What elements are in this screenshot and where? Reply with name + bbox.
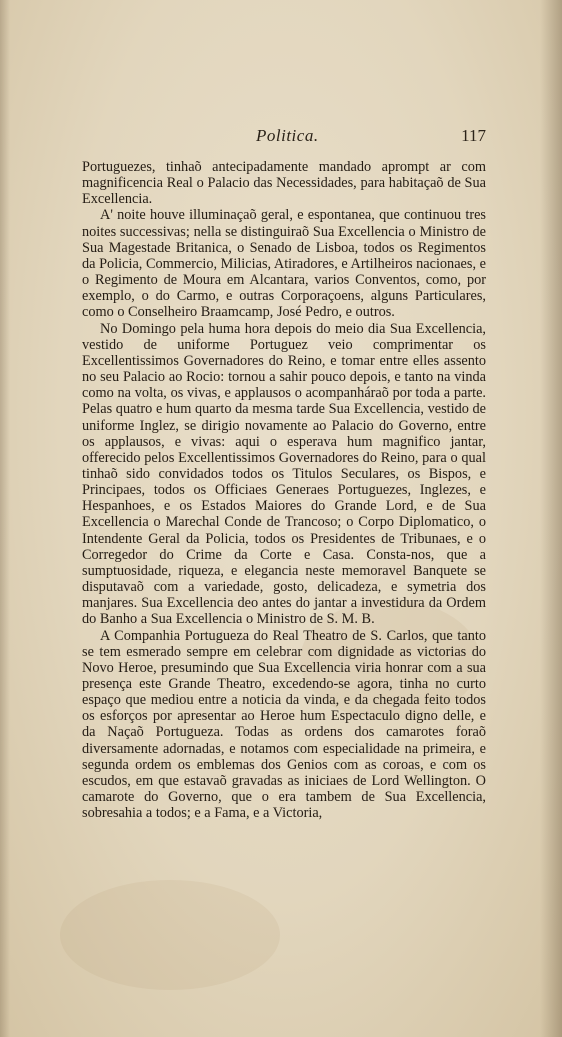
paragraph: Portuguezes, tinhaõ antecipadamente mandado aprompt ar com magnificencia Real o Palacio das Necessidades, para habitaçaõ de Sua Excellencia. (82, 159, 486, 208)
page-number: 117 (461, 126, 486, 145)
paper-stain (60, 880, 280, 990)
paragraph: No Domingo pela huma hora depois do meio dia Sua Excellencia, vestido de uniforme Portuguez veio comprimentar os Excellentissimos Governadores do Reino, e tomar entre elles assento no seu Palacio ao Rocio: tornou a sahir pouco depois, e tanto na vinda como na volta, os vivas, e applausos o acompanháraõ por toda a parte. Pelas quatro e hum quarto da mesma tarde Sua Excellencia, vestido de uniforme Inglez, se dirigio novamente ao Palacio do Governo, entre os applausos, e vivas: aqui o esperava hum magnifico jantar, offerecido pelos Excellentissimos Governadores do Reino, para o qual tinhaõ sido convidados todos os Titulos Seculares, os Bispos, e Principaes, todos os Officiaes Generaes Portuguezes, Inglezes, e Hespanhoes, e os Estados Maiores do Grande Lord, e de Sua Excellencia o Marechal Conde de Trancoso; o Corpo Diplomatico, o Intendente Geral da Policia, todos os Presidentes de Tribunaes, e o Corregedor do Crime da Corte e Casa. Consta-nos, que a sumptuosidade, riqueza, e elegancia neste memoravel Banquete se disputavaõ com a variedade, gosto, delicadeza, e symetria dos manjares. Sua Excellencia deo antes do jantar a investidura da Ordem do Banho a Sua Excellencia o Ministro de S. M. B. (82, 320, 486, 628)
paragraph: A Companhia Portugueza do Real Theatro de S. Carlos, que tanto se tem esmerado sempre em celebrar com dignidade as victorias do Novo Heroe, presumindo que Sua Excellencia viria honrar com a sua presença este Grande Theatro, excedendo-se agora, tinha no curto espaço que mediou entre a noticia da vinda, e da chegada feito todos os esforços por apresentar ao Heroe hum Espectaculo digno delle, e da Naçaõ Portugueza. Todas as ordens dos camarotes foraõ diversamente adornadas, e notamos com especialidade na primeira, e segunda ordem os emblemas dos Genios com as coroas, e com os escudos, em que estavaõ gravadas as iniciaes de Lord Wellington. O camarote do Governo, que o era tambem de Sua Excellencia, sobresahia a todos; e a Fama, e a Victoria, (82, 627, 486, 822)
running-head: Politica. (256, 126, 319, 145)
paragraph: A' noite houve illuminaçaõ geral, e espontanea, que continuou tres noites successivas; nella se distinguiraõ Sua Excellencia o Ministro de Sua Magestade Britanica, o Senado de Lisboa, todos os Regimentos da Policia, Commercio, Milicias, Atiradores, e Artilheiros nacionaes, e o Regimento de Moura em Alcantara, varios Conventos, como, por exemplo, o do Carmo, e outras Corporaçoens, alguns Particulares, como o Conselheiro Braamcamp, José Pedro, e outros. (82, 207, 486, 321)
page-header (82, 126, 486, 150)
body-text (82, 159, 486, 821)
